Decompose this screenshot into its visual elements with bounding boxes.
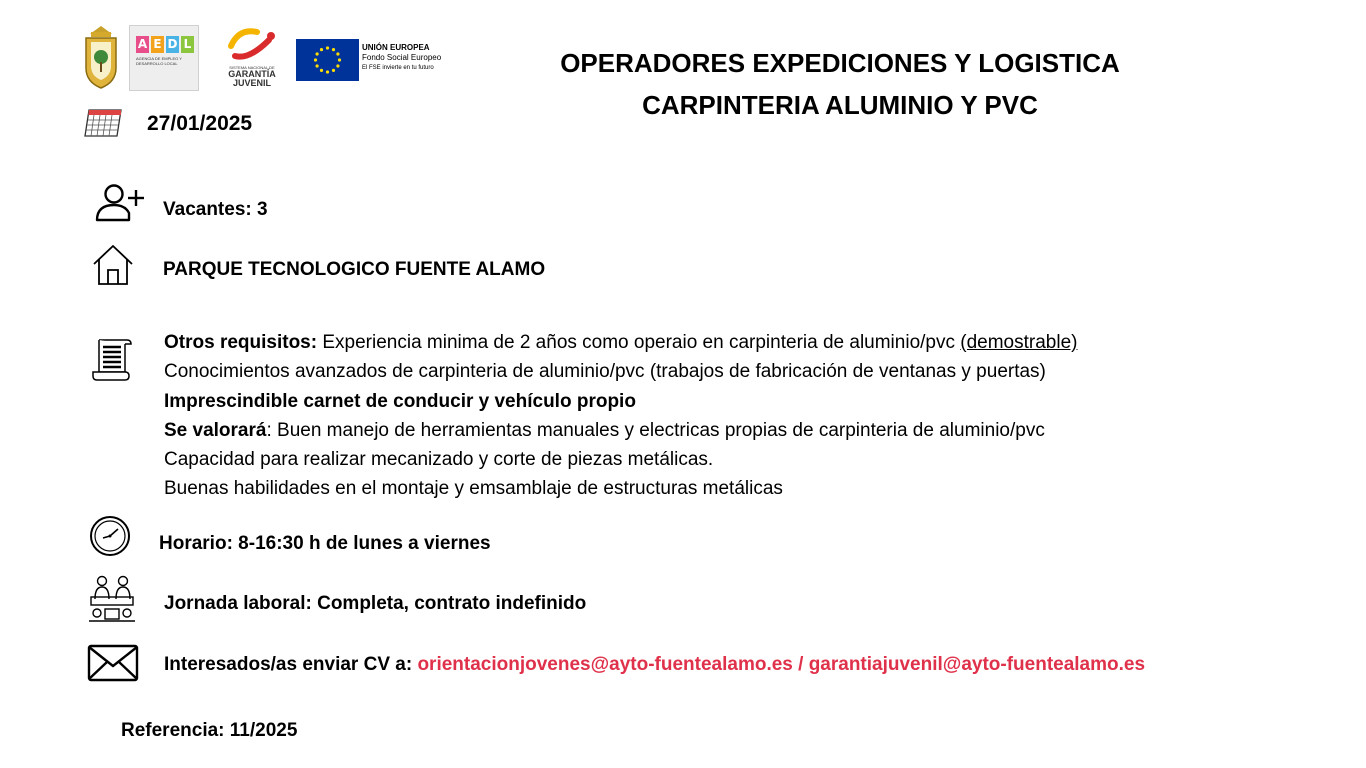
location-text: PARQUE TECNOLOGICO FUENTE ALAMO — [163, 259, 546, 280]
requirements-line-1 — [164, 328, 1077, 357]
aedl-letter: A — [137, 37, 148, 51]
meeting-icon — [87, 575, 137, 623]
garantia-juvenil-text — [222, 65, 282, 88]
other-requirements-note: (demostrable) — [960, 332, 1078, 353]
aedl-letter: L — [181, 36, 194, 53]
house-icon — [92, 244, 134, 286]
garantia-juvenil-logo-icon — [225, 26, 281, 66]
page-title — [500, 42, 1180, 126]
garantia-line2: JUVENIL — [232, 78, 271, 88]
clock-icon — [89, 515, 131, 557]
eu-text-block — [362, 43, 441, 73]
requirements-block — [164, 328, 1077, 504]
schedule-text: Horario: 8-16:30 h de lunes a viernes — [159, 533, 491, 554]
other-requirements-label: Otros requisitos: — [164, 332, 318, 353]
envelope-icon — [87, 644, 139, 682]
contact-row — [164, 654, 1145, 676]
valued-label: Se valorará — [164, 419, 267, 441]
valued-text: : Buen manejo de herramientas manuales y electricas propias de carpinteria de aluminio/pvc — [266, 419, 1045, 441]
workday-text: Jornada laboral: Completa, contrato indefinido — [164, 593, 587, 614]
requirements-line-2: Conocimientos avanzados de carpinteria de aluminio/pvc (trabajos de fabricación de ventanas y puertas) — [164, 361, 1046, 383]
title-line-1: OPERADORES EXPEDICIONES Y LOGISTICA — [560, 48, 1120, 78]
other-requirements-text: Experiencia minima de 2 años como operaio en carpinteria de aluminio/pvc — [317, 332, 961, 353]
requirements-line-6: Buenas habilidades en el montaje y emsamblaje de estructuras metálicas — [164, 478, 783, 500]
eu-title: UNIÓN EUROPEA — [362, 43, 430, 52]
date-text: 27/01/2025 — [147, 112, 253, 135]
scroll-icon — [91, 338, 133, 382]
requirements-line-4 — [164, 416, 1077, 445]
add-user-icon — [95, 183, 145, 223]
aedl-letter: E — [151, 36, 164, 53]
requirements-line-3: Imprescindible carnet de conducir y vehículo propio — [164, 390, 636, 412]
calendar-icon — [84, 106, 124, 138]
eu-fund: Fondo Social Europeo — [362, 53, 442, 62]
eu-flag-icon — [296, 39, 359, 81]
contact-label: Interesados/as enviar CV a: — [164, 654, 418, 675]
coat-of-arms-icon — [82, 24, 120, 90]
vacancies-value: 3 — [257, 199, 268, 220]
title-line-2: CARPINTERIA ALUMINIO Y PVC — [642, 90, 1038, 120]
vacancies-label: Vacantes: — [163, 199, 252, 220]
garantia-line1: GARANTÍA — [228, 69, 276, 79]
vacancies-row — [163, 199, 268, 221]
contact-emails-link[interactable]: orientacionjovenes@ayto-fuentealamo.es / garantiajuvenil@ayto-fuentealamo.es — [417, 654, 1146, 675]
reference-text: Referencia: 11/2025 — [121, 720, 298, 741]
eu-tagline: El FSE invierte en tu futuro — [362, 65, 434, 71]
aedl-logo — [129, 25, 199, 91]
requirements-line-5: Capacidad para realizar mecanizado y corte de piezas metálicas. — [164, 449, 714, 471]
aedl-letter: D — [167, 37, 178, 51]
aedl-subtitle: AGENCIA DE EMPLEO Y DESARROLLO LOCAL — [136, 56, 182, 66]
garantia-small-text: SISTEMA NACIONAL DE — [229, 65, 275, 70]
